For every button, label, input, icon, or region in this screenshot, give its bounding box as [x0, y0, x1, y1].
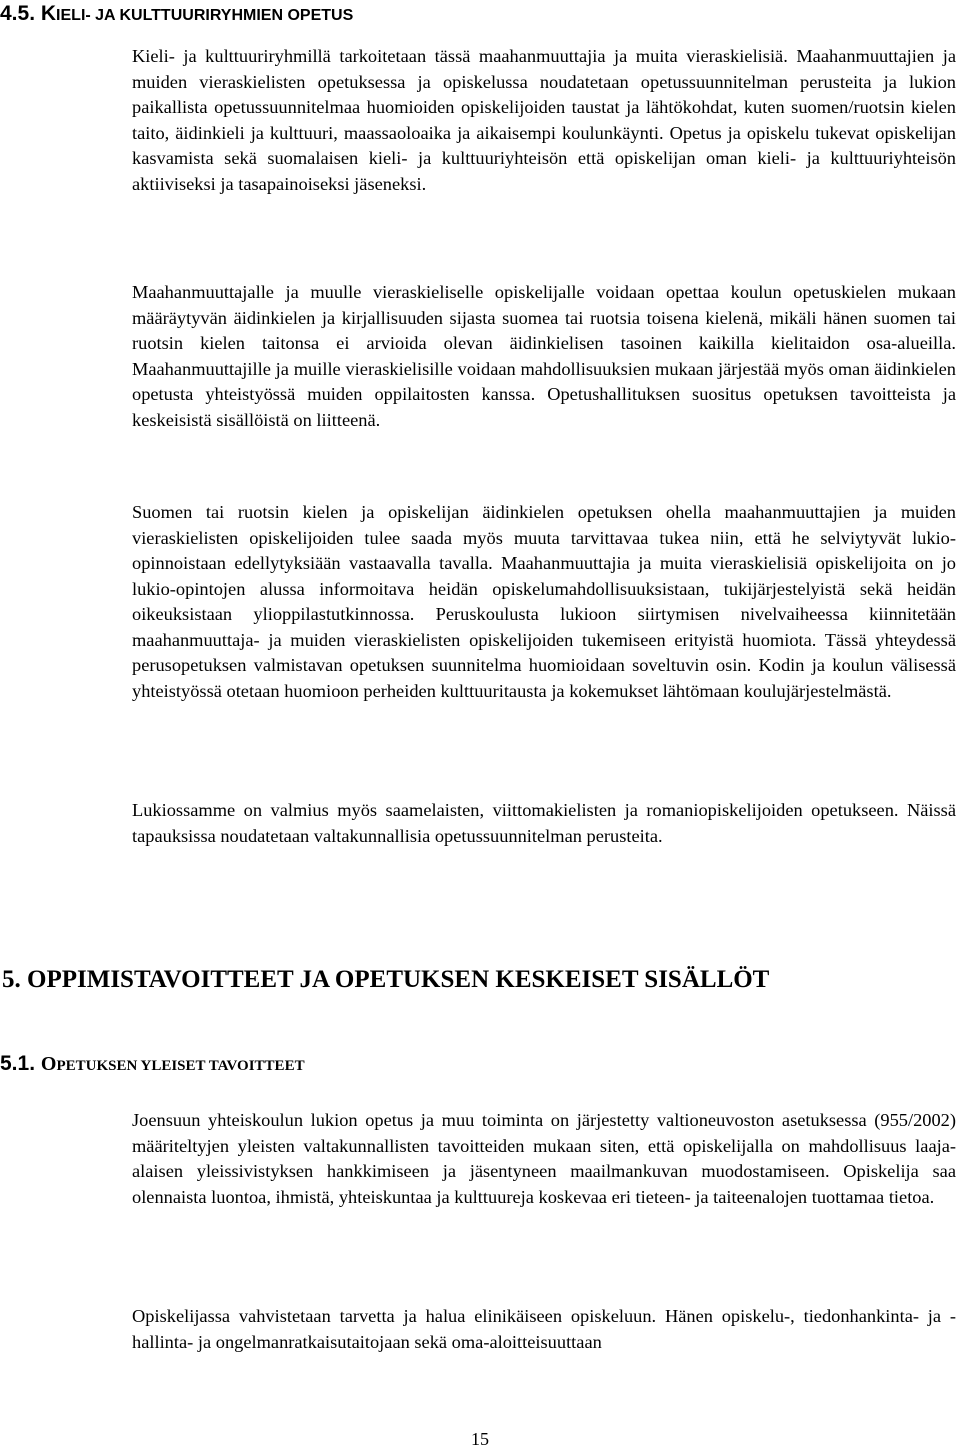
paragraph	[132, 1108, 956, 1210]
paragraph-text: Opiskelijassa vahvistetaan tarvetta ja halua elinikäiseen opiskeluun. Hänen opiskelu-, tiedonhankinta- ja -hallinta- ja ongelmanratkaisutaitojaan sekä oma-aloitteisuuttaan	[132, 1306, 956, 1352]
section-title-initial: K	[40, 2, 57, 25]
paragraph-text: Joensuun yhteiskoulun lukion opetus ja muu toiminta on järjestetty valtioneuvoston asetuksessa (955/2002) määriteltyjen yleisten valtakunnallisten tavoitteiden mukaan siten, että opiskelijalla on mahdollisuus laaja-alaisen yleissivistyksen hankkimiseen ja jäsentyneen maailmankuvan muodostamiseen. Opiskelija saa olennaista luontoa, ihmistä, yhteiskuntaa ja kulttuureja koskevaa eri tieteen- ja taiteenalojen tuottamaa tietoa.	[132, 1110, 956, 1207]
paragraph-text: Lukiossamme on valmius myös saamelaisten, viittomakielisten ja romaniopiskelijoiden opetukseen. Näissä tapauksissa noudatetaan valtakunnallisia opetussuunnitelman perusteita.	[132, 800, 956, 846]
paragraph-text: Maahanmuuttajalle ja muulle vieraskieliselle opiskelijalle voidaan opettaa koulun opetuskielen mukaan määräytyvän äidinkielen ja kirjallisuuden sijasta suomea tai ruotsia toisena kielenä, mikäli hänen suomen tai ruotsin kielen taitonsa ei arvioida olevan äidinkielisen tasoinen kaikilla kielitaidon osa-alueilla. Maahanmuuttajille ja muille vieraskielisille voidaan mahdollisuuksien mukaan järjestää myös oman äidinkielen opetusta yhteistyössä muiden oppilaitosten kanssa. Opetushallituksen suositus opetuksen tavoitteista ja keskeisistä sisällöistä on liitteenä.	[132, 282, 956, 430]
paragraph	[132, 280, 956, 433]
chapter-title: OPPIMISTAVOITTEET JA OPETUKSEN KESKEISET SISÄLLÖT	[27, 966, 770, 993]
section-heading-5-1	[0, 1050, 305, 1080]
paragraph-text: Kieli- ja kulttuuriryhmillä tarkoitetaan tässä maahanmuuttajia ja muita vieraskielisiä. Maahanmuuttajien ja muiden vieraskielisten opetuksessa ja opiskelussa noudatetaan opetussuunnitelman perusteita ja lukion paikallista opetussuunnitelmaa huomioiden opiskelijoiden taustat ja lähtökohdat, kuten suomen/ruotsin kielen taito, äidinkieli ja kulttuuri, maassaoloaika ja aikaisempi koulunkäynti. Opetus ja opiskelu tukevat opiskelijan kasvamista sekä suomalaisen kieli- ja kulttuuriyhteisön että opiskelijan oman kieli- ja kulttuuriyhteisön aktiiviseksi ja tasapainoiseksi jäseneksi.	[132, 46, 956, 194]
section-heading-4-5	[0, 0, 353, 30]
chapter-heading-5	[2, 964, 769, 996]
paragraph	[132, 798, 956, 849]
section-title-rest: PETUKSEN YLEISET TAVOITTEET	[56, 1058, 305, 1074]
page-number: 15	[471, 1429, 489, 1449]
paragraph	[132, 1304, 956, 1355]
chapter-number: 5.	[2, 966, 21, 993]
section-number: 4.5.	[0, 2, 36, 25]
paragraph-text: Suomen tai ruotsin kielen ja opiskelijan äidinkielen opetuksen ohella maahanmuuttajien ja muiden vieraskielisten opiskelijoiden tulee saada myös muuta tarvittavaa tukea niin, että he selviytyvät lukio-opinnoistaan edellytyksiään vastaavalla tavalla. Maahanmuuttajia ja muita vieraskielisiä opiskelijoita on jo lukio-opintojen alussa informoitava heidän opiskelumahdollisuuksistaan, tukijärjestelyistä sekä heidän oikeuksistaan ylioppilastutkinnossa. Peruskoulusta lukioon siirtymisen nivelvaiheessa kiinnitetään maahanmuuttaja- ja muiden vieraskielisten opiskelijoiden tukemiseen erityistä huomiota. Tässä yhteydessä perusopetuksen valmistavan opetuksen suunnitelma huomioidaan soveltuvin osin. Kodin ja koulun välisessä yhteistyössä otetaan huomioon perheiden kulttuuritausta ja kokemukset lähtömaan koulujärjestelmästä.	[132, 502, 956, 701]
section-title-rest: IELI- JA KULTTUURIRYHMIEN OPETUS	[56, 7, 354, 24]
paragraph	[132, 500, 956, 704]
section-title-initial: O	[40, 1053, 57, 1075]
paragraph	[132, 44, 956, 197]
section-number: 5.1.	[0, 1052, 36, 1075]
